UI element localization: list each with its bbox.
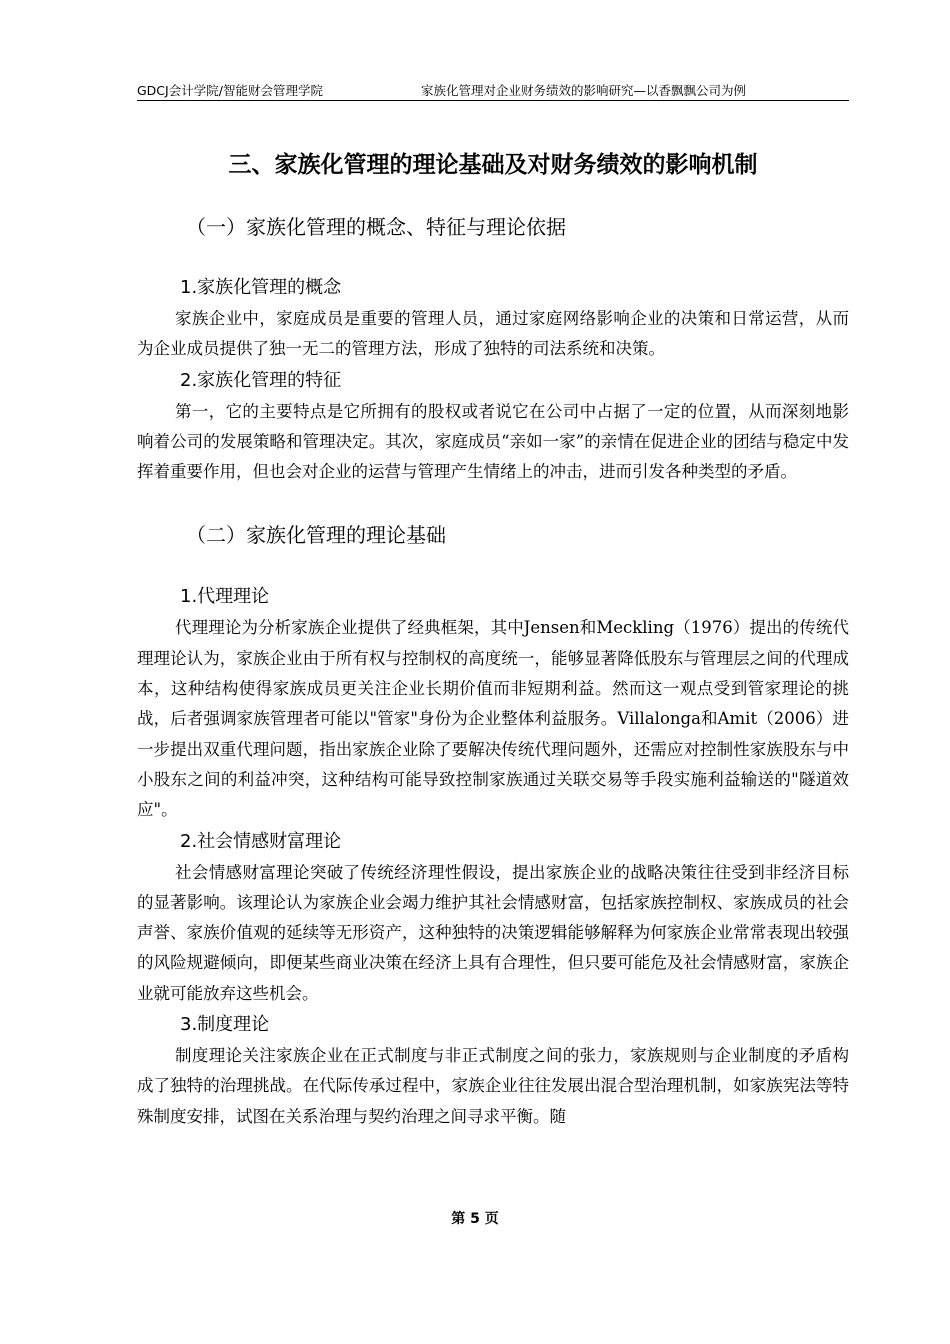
paragraph-socioemotional: 社会情感财富理论突破了传统经济理性假设，提出家族企业的战略决策往往受到非经济目标的显著影响。该理论认为家族企业会竭力维护其社会情感财富，包括家族控制权、家族成员的社会声誉、家族价值观的延续等无形资产，这种独特的决策逻辑能够解释为何家族企业常常表现出较强的风险规避倾向，即便某些商业决策在经济上具有合理性，但只要可能危及社会情感财富，家族企业就可能放弃这些机会。 xyxy=(137,862,849,1003)
subsection-heading-concept: 1.家族化管理的概念 xyxy=(180,277,342,298)
subsection-heading-institutional: 3.制度理论 xyxy=(180,1014,270,1036)
page-content xyxy=(137,142,849,1132)
paragraph-features: 第一，它的主要特点是它所拥有的股权或者说它在公司中占据了一定的位置，从而深刻地影响着公司的发展策略和管理决定。其次，家庭成员“亲如一家”的亲情在促进企业的团结与稳定中发挥着重要作用，但也会对企业的运营与管理产生情绪上的冲击，进而引发各种类型的矛盾。 xyxy=(137,401,849,482)
section-heading-2: （二）家族化管理的理论基础 xyxy=(186,523,446,548)
page-number: 第 5 页 xyxy=(451,1211,499,1227)
chapter-title: 三、家族化管理的理论基础及对财务绩效的影响机制 xyxy=(228,152,758,178)
subsection-heading-socioemotional: 2.社会情感财富理论 xyxy=(180,830,342,852)
paragraph-institutional: 制度理论关注家族企业在正式制度与非正式制度之间的张力，家族规则与企业制度的矛盾构成了独特的治理挑战。在代际传承过程中，家族企业往往发展出混合型治理机制，如家族宪法等特殊制度安排，试图在关系治理与契约治理之间寻求平衡。随 xyxy=(137,1046,849,1126)
section-heading-1: （一）家族化管理的概念、特征与理论依据 xyxy=(186,215,566,239)
header-thesis-title: 家族化管理对企业财务绩效的影响研究—以香飘飘公司为例 xyxy=(421,83,747,98)
paragraph-agency: 代理理论为分析家族企业提供了经典框架，其中Jensen和Meckling（1976）提出的传统代理理论认为，家族企业由于所有权与控制权的高度统一，能够显著降低股东与管理层之间的代理成本，这种结构使得家族成员更关注企业长期价值而非短期利益。然而这一观点受到管家理论的挑战，后者强调家族管理者可能以"管家"身份为企业整体利益服务。Villalonga和Amit（2006）进一步提出双重代理问题，指出家族企业除了要解决传统代理问题外，还需应对控制性家族股东与中小股东之间的利益冲突，这种结构可能导致控制家族通过关联交易等手段实施利益输送的"隧道效应"。 xyxy=(137,618,849,820)
page-header xyxy=(137,80,849,101)
subsection-heading-agency: 1.代理理论 xyxy=(180,586,270,608)
paragraph-concept: 家族企业中，家庭成员是重要的管理人员，通过家庭网络影响企业的决策和日常运营，从而为企业成员提供了独一无二的管理方法，形成了独特的司法系统和决策。 xyxy=(137,309,849,359)
header-institution: GDCJ会计学院/智能财会管理学院 xyxy=(137,83,323,98)
subsection-heading-features: 2.家族化管理的特征 xyxy=(180,369,342,391)
